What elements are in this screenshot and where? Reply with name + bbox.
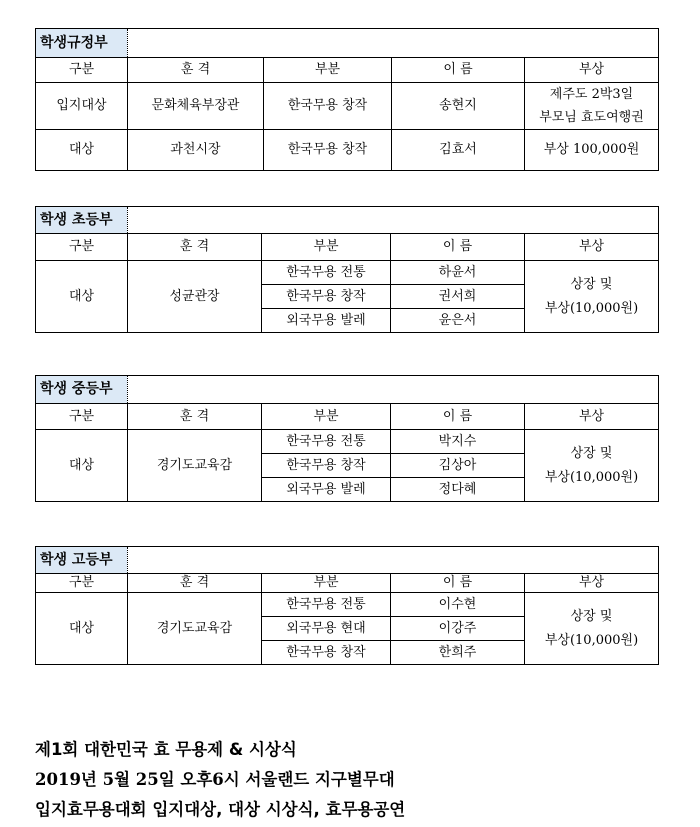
section-title: 학생 고등부 — [36, 547, 128, 574]
event-date-venue: 2019년 5월 25일 오후6시 서울랜드 지구별무대 — [35, 770, 395, 789]
cell-division: 대상 — [36, 593, 128, 665]
cell-prize — [525, 83, 659, 130]
table-row — [36, 261, 659, 285]
cell-name: 정다혜 — [391, 478, 525, 502]
cell-prize — [525, 430, 659, 502]
cell-category: 외국무용 발레 — [262, 309, 391, 333]
prize-line-2: 부모님 효도여행권 — [539, 110, 644, 125]
table-row — [36, 430, 659, 454]
cell-honor: 과천시장 — [128, 130, 264, 171]
header-name: 이 름 — [392, 58, 525, 83]
cell-name: 윤은서 — [391, 309, 525, 333]
cell-division: 대상 — [36, 261, 128, 333]
header-category: 부분 — [262, 574, 391, 593]
section-title: 학생 초등부 — [36, 207, 128, 234]
cell-category: 한국무용 전통 — [262, 430, 391, 454]
cell-category: 한국무용 창작 — [264, 130, 392, 171]
cell-category: 한국무용 창작 — [262, 641, 391, 665]
title-filler — [128, 547, 659, 574]
section-title: 학생 중등부 — [36, 376, 128, 404]
cell-honor: 경기도교육감 — [128, 430, 262, 502]
section-student-elementary — [35, 206, 659, 333]
header-division: 구분 — [36, 234, 128, 261]
cell-division: 대상 — [36, 430, 128, 502]
header-prize: 부상 — [525, 404, 659, 430]
cell-honor: 문화체육부장관 — [128, 83, 264, 130]
prize-line-1: 상장 및 — [570, 445, 613, 461]
table-row — [36, 593, 659, 617]
section-student-regular — [35, 28, 659, 171]
cell-name: 권서희 — [391, 285, 525, 309]
prize-line-2: 부상(10,000원) — [544, 469, 639, 485]
header-division: 구분 — [36, 574, 128, 593]
cell-division: 입지대상 — [36, 83, 128, 130]
header-prize: 부상 — [525, 574, 659, 593]
header-category: 부분 — [262, 234, 391, 261]
section-title: 학생규정부 — [36, 29, 128, 58]
prize-line-2: 부상(10,000원) — [544, 300, 639, 316]
cell-honor: 경기도교육감 — [128, 593, 262, 665]
cell-prize — [525, 261, 659, 333]
cell-prize: 부상 100,000원 — [525, 130, 659, 171]
cell-division: 대상 — [36, 130, 128, 171]
section-student-high — [35, 546, 659, 665]
cell-honor: 성균관장 — [128, 261, 262, 333]
header-category: 부분 — [264, 58, 392, 83]
header-honor: 훈 격 — [128, 58, 264, 83]
cell-name: 이강주 — [391, 617, 525, 641]
prize-line-1: 제주도 2박3일 — [549, 87, 634, 102]
header-honor: 훈 격 — [128, 234, 262, 261]
cell-name: 박지수 — [391, 430, 525, 454]
prize-line-2: 부상(10,000원) — [544, 632, 639, 648]
header-division: 구분 — [36, 404, 128, 430]
title-filler — [128, 29, 659, 58]
header-name: 이 름 — [391, 404, 525, 430]
header-prize: 부상 — [525, 58, 659, 83]
title-filler — [128, 376, 659, 404]
title-filler — [128, 207, 659, 234]
cell-name: 송현지 — [392, 83, 525, 130]
header-prize: 부상 — [525, 234, 659, 261]
header-category: 부분 — [262, 404, 391, 430]
cell-category: 한국무용 창작 — [262, 454, 391, 478]
cell-category: 한국무용 전통 — [262, 261, 391, 285]
cell-name: 김효서 — [392, 130, 525, 171]
cell-prize — [525, 593, 659, 665]
header-name: 이 름 — [391, 574, 525, 593]
table-row — [36, 83, 659, 130]
cell-name: 하윤서 — [391, 261, 525, 285]
cell-category: 한국무용 창작 — [262, 285, 391, 309]
table-row — [36, 130, 659, 171]
header-division: 구분 — [36, 58, 128, 83]
header-honor: 훈 격 — [128, 574, 262, 593]
prize-line-1: 상장 및 — [570, 276, 613, 292]
cell-category: 한국무용 창작 — [264, 83, 392, 130]
header-honor: 훈 격 — [128, 404, 262, 430]
section-student-middle — [35, 375, 659, 502]
header-name: 이 름 — [391, 234, 525, 261]
cell-name: 한희주 — [391, 641, 525, 665]
event-title: 제1회 대한민국 효 무용제 & 시상식 — [35, 740, 297, 759]
cell-name: 이수현 — [391, 593, 525, 617]
cell-category: 외국무용 현대 — [262, 617, 391, 641]
cell-name: 김상아 — [391, 454, 525, 478]
event-program: 입지효무용대회 입지대상, 대상 시상식, 효무용공연 — [35, 800, 406, 819]
cell-category: 외국무용 발레 — [262, 478, 391, 502]
prize-line-1: 상장 및 — [570, 608, 613, 624]
cell-category: 한국무용 전통 — [262, 593, 391, 617]
